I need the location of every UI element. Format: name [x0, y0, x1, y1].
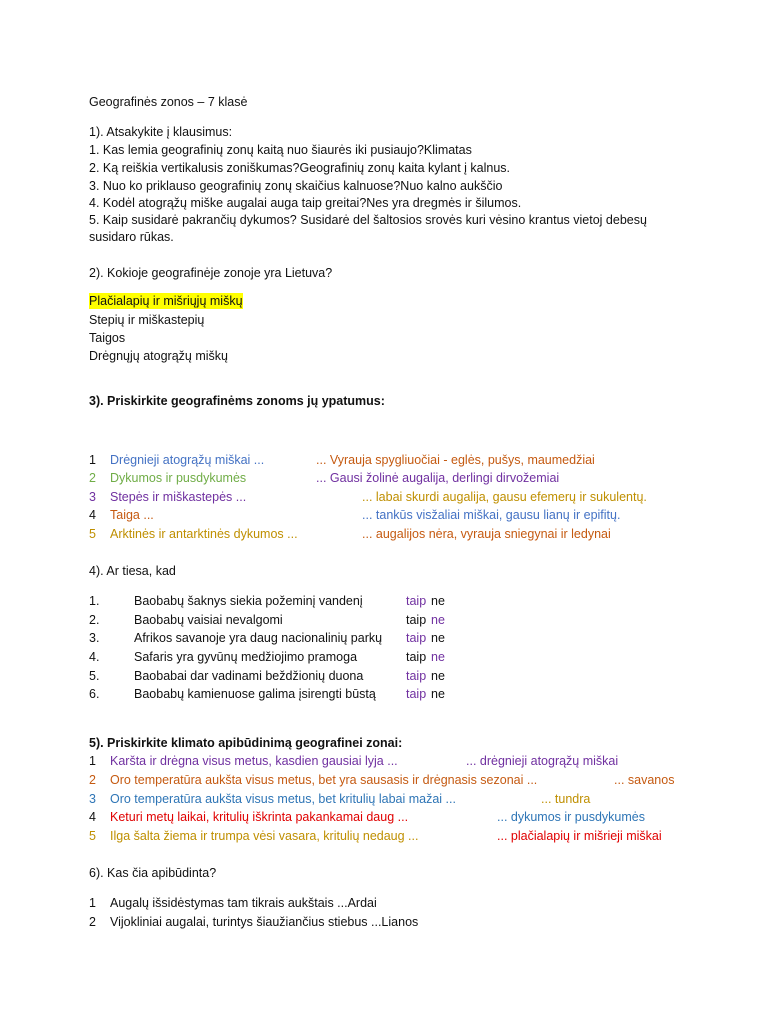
climate-description: Ilga šalta žiema ir trumpa vėsi vasara, kritulių nedaug ...	[110, 829, 419, 843]
question-4: 4. Kodėl atogrąžų miške augalai auga taip greitai?Nes yra dregmės ir šilumos.	[89, 196, 522, 210]
answer-no: ne	[431, 613, 445, 627]
answer-yes: taip	[406, 613, 427, 627]
row-number: 5.	[89, 669, 100, 683]
row-number: 2	[89, 773, 96, 787]
row-number: 1	[89, 754, 96, 768]
row-number: 5	[89, 527, 96, 541]
zone-label: Arktinės ir antarktinės dykumos ...	[110, 527, 298, 541]
zone-description: ... Gausi žolinė augalija, derlingi dirvožemiai	[316, 471, 560, 485]
climate-description: Oro temperatūra aukšta visus metus, bet yra sausasis ir drėgnasis sezonai ...	[110, 773, 538, 787]
answer-yes: taip	[406, 669, 427, 683]
definition: Augalų išsidėstymas tam tikrais aukštais ...Ardai	[110, 896, 377, 910]
section-2-heading: 2). Kokioje geografinėje zonoje yra Lietuva?	[89, 266, 333, 280]
row-number: 1	[89, 896, 96, 910]
zone-option: Drėgnųjų atogrąžų miškų	[89, 349, 228, 363]
climate-description: Oro temperatūra aukšta visus metus, bet kritulių labai mažai ...	[110, 792, 456, 806]
section-1-heading: 1). Atsakykite į klausimus:	[89, 125, 233, 139]
document-title: Geografinės zonos – 7 klasė	[89, 95, 248, 109]
question-3: 3. Nuo ko priklauso geografinių zonų skaičius kalnuose?Nuo kalno aukščio	[89, 179, 503, 193]
row-number: 5	[89, 829, 96, 843]
zone-option: Taigos	[89, 331, 126, 345]
row-number: 3	[89, 490, 96, 504]
row-number: 1	[89, 453, 96, 467]
row-number: 3	[89, 792, 96, 806]
row-number: 2.	[89, 613, 100, 627]
statement: Baobabų kamienuose galima įsirengti būstą	[134, 687, 376, 701]
question-2: 2. Ką reiškia vertikalusis zoniškumas?Geografinių zonų kaita kylant į kalnus.	[89, 161, 511, 175]
zone-option: Stepių ir miškastepių	[89, 313, 205, 327]
row-number: 6.	[89, 687, 100, 701]
answer-yes: taip	[406, 594, 427, 608]
answer-no: ne	[431, 631, 445, 645]
zone-option-highlighted: Plačialapių ir mišriųjų miškų	[89, 294, 243, 308]
zone-description: ... augalijos nėra, vyrauja sniegynai ir ledynai	[362, 527, 611, 541]
row-number: 4.	[89, 650, 100, 664]
zone-label: Dykumos ir pusdykumės	[110, 471, 247, 485]
row-number: 3.	[89, 631, 100, 645]
zone-description: ... Vyrauja spygliuočiai - eglės, pušys, maumedžiai	[316, 453, 595, 467]
climate-zone: ... dykumos ir pusdykumės	[497, 810, 645, 824]
answer-yes: taip	[406, 631, 427, 645]
question-1: 1. Kas lemia geografinių zonų kaitą nuo šiaurės iki pusiaujo?Klimatas	[89, 143, 472, 157]
zone-description: ... labai skurdi augalija, gausu efemerų ir sukulentų.	[362, 490, 647, 504]
zone-label: Stepės ir miškastepės ...	[110, 490, 247, 504]
row-number: 2	[89, 471, 96, 485]
answer-yes: taip	[406, 650, 427, 664]
statement: Baobabų vaisiai nevalgomi	[134, 613, 283, 627]
question-5: 5. Kaip susidarė pakrančių dykumos? Susidarė del šaltosios srovės kuri vėsino krantus vietoj debesų	[89, 213, 647, 227]
section-5-heading: 5). Priskirkite klimato apibūdinimą geografinei zonai:	[89, 736, 403, 750]
row-number: 2	[89, 915, 96, 929]
statement: Baobabų šaknys siekia požeminį vandenį	[134, 594, 363, 608]
section-6-heading: 6). Kas čia apibūdinta?	[89, 866, 217, 880]
answer-no: ne	[431, 594, 445, 608]
section-3-heading: 3). Priskirkite geografinėms zonoms jų ypatumus:	[89, 394, 385, 408]
row-number: 4	[89, 508, 96, 522]
zone-label: Taiga ...	[110, 508, 154, 522]
definition: Vijokliniai augalai, turintys šiaužiančius stiebus ...Lianos	[110, 915, 419, 929]
climate-zone: ... drėgnieji atogrąžų miškai	[466, 754, 619, 768]
answer-no: ne	[431, 650, 445, 664]
statement: Safaris yra gyvūnų medžiojimo pramoga	[134, 650, 358, 664]
climate-zone: ... savanos	[614, 773, 675, 787]
statement: Afrikos savanoje yra daug nacionalinių parkų	[134, 631, 383, 645]
answer-yes: taip	[406, 687, 427, 701]
statement: Baobabai dar vadinami beždžionių duona	[134, 669, 364, 683]
climate-zone: ... tundra	[541, 792, 591, 806]
climate-description: Karšta ir drėgna visus metus, kasdien gausiai lyja ...	[110, 754, 398, 768]
row-number: 4	[89, 810, 96, 824]
climate-description: Keturi metų laikai, kritulių iškrinta pakankamai daug ...	[110, 810, 409, 824]
zone-description: ... tankūs visžaliai miškai, gausu lianų ir epifitų.	[362, 508, 621, 522]
question-5-continued: susidaro rūkas.	[89, 230, 174, 244]
climate-zone: ... plačialapių ir mišrieji miškai	[497, 829, 662, 843]
answer-no: ne	[431, 687, 445, 701]
zone-label: Drėgnieji atogrąžų miškai ...	[110, 453, 265, 467]
row-number: 1.	[89, 594, 100, 608]
answer-no: ne	[431, 669, 445, 683]
section-4-heading: 4). Ar tiesa, kad	[89, 564, 176, 578]
